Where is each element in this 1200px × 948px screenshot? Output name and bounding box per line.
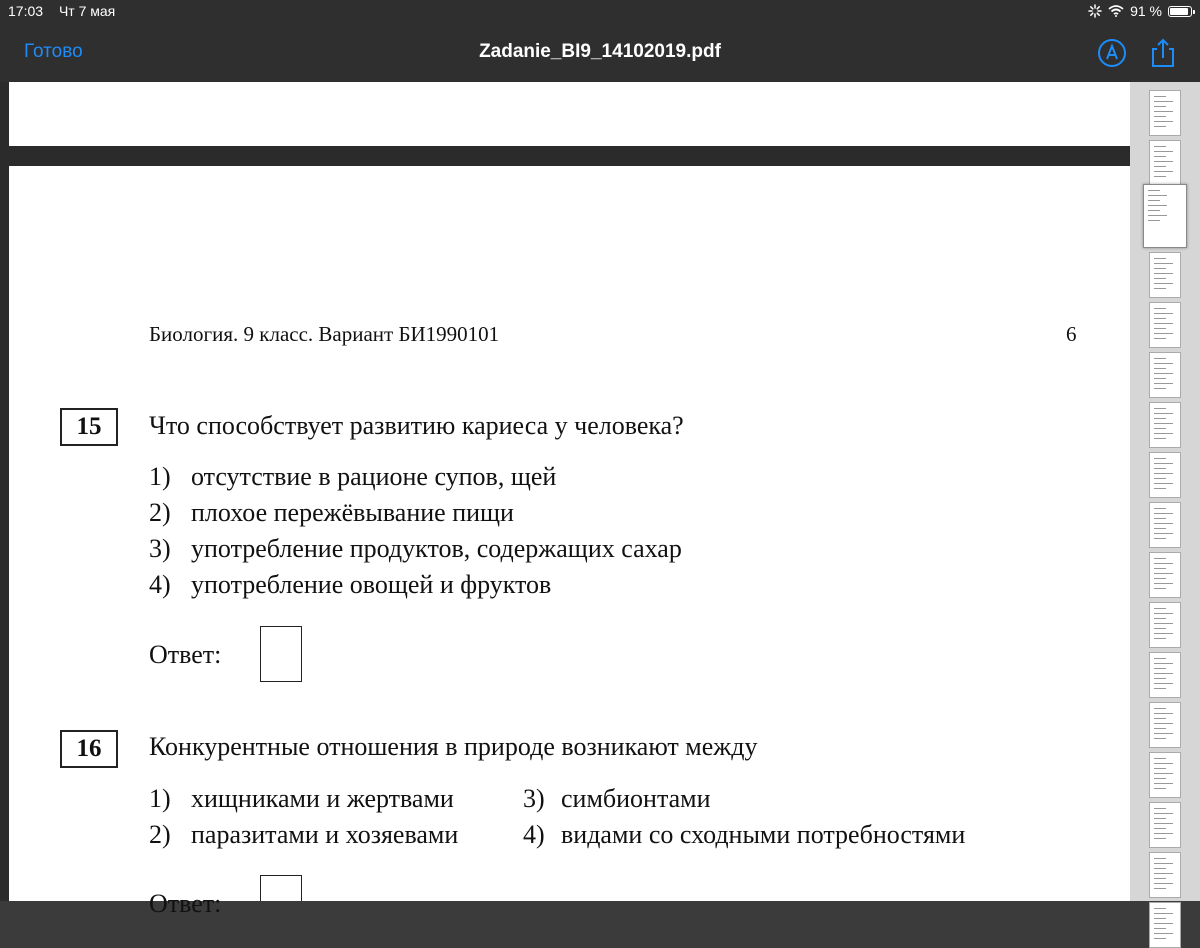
option-number: 4)	[523, 820, 545, 849]
question-number: 16	[60, 730, 118, 768]
option-number: 2)	[149, 498, 171, 527]
option-text: отсутствие в рационе супов, щей	[191, 462, 557, 491]
question-text: Конкурентные отношения в природе возникают между	[149, 732, 758, 761]
page-thumbnail[interactable]	[1143, 184, 1187, 248]
status-bar	[0, 0, 1200, 24]
option-text: плохое пережёвывание пищи	[191, 498, 514, 527]
option-number: 1)	[149, 784, 171, 813]
battery-percentage: 91 %	[1130, 3, 1162, 19]
document-view[interactable]	[0, 82, 1130, 918]
page-thumbnail-sidebar[interactable]	[1130, 82, 1200, 901]
page-thumbnail[interactable]	[1149, 602, 1181, 648]
answer-label: Ответ:	[149, 640, 222, 669]
wifi-icon	[1108, 5, 1124, 17]
answer-box[interactable]	[260, 875, 302, 901]
page-thumbnail[interactable]	[1149, 852, 1181, 898]
page-thumbnail[interactable]	[1149, 902, 1181, 948]
page-thumbnail[interactable]	[1149, 90, 1181, 136]
option-text: употребление овощей и фруктов	[191, 570, 552, 599]
pdf-page	[9, 166, 1130, 918]
option-text: видами со сходными потребностями	[561, 820, 966, 849]
option-number: 1)	[149, 462, 171, 491]
status-time: 17:03	[8, 3, 44, 19]
page-thumbnail[interactable]	[1149, 402, 1181, 448]
markup-pen-icon[interactable]	[1097, 38, 1127, 68]
page-thumbnail[interactable]	[1149, 452, 1181, 498]
page-thumbnail[interactable]	[1149, 302, 1181, 348]
option-text: употребление продуктов, содержащих сахар	[191, 534, 682, 563]
option-number: 3)	[523, 784, 545, 813]
option-number: 3)	[149, 534, 171, 563]
page-thumbnail[interactable]	[1149, 802, 1181, 848]
option-text: симбионтами	[561, 784, 711, 813]
navigation-bar	[0, 24, 1200, 82]
option-text: паразитами и хозяевами	[191, 820, 459, 849]
page-thumbnail[interactable]	[1149, 552, 1181, 598]
previous-page	[9, 82, 1130, 146]
page-thumbnail[interactable]	[1149, 252, 1181, 298]
option-number: 2)	[149, 820, 171, 849]
page-thumbnail[interactable]	[1149, 652, 1181, 698]
page-thumbnail[interactable]	[1149, 140, 1181, 186]
question-text: Что способствует развитию кариеса у человека?	[149, 411, 684, 440]
answer-label: Ответ:	[149, 889, 222, 918]
battery-icon	[1168, 6, 1192, 17]
document-title: Zadanie_BI9_14102019.pdf	[479, 41, 721, 62]
answer-box[interactable]	[260, 626, 302, 682]
page-thumbnail[interactable]	[1149, 352, 1181, 398]
done-button[interactable]: Готово	[24, 41, 83, 62]
question-number: 15	[60, 408, 118, 446]
page-thumbnail[interactable]	[1149, 702, 1181, 748]
status-date: Чт 7 мая	[58, 3, 116, 19]
page-thumbnail[interactable]	[1149, 502, 1181, 548]
page-header: Биология. 9 класс. Вариант БИ1990101	[149, 322, 500, 346]
option-number: 4)	[149, 570, 171, 599]
share-icon[interactable]	[1148, 38, 1178, 68]
page-thumbnail[interactable]	[1149, 752, 1181, 798]
page-number: 6	[1066, 322, 1077, 346]
option-text: хищниками и жертвами	[191, 784, 454, 813]
activity-icon	[1088, 4, 1102, 18]
